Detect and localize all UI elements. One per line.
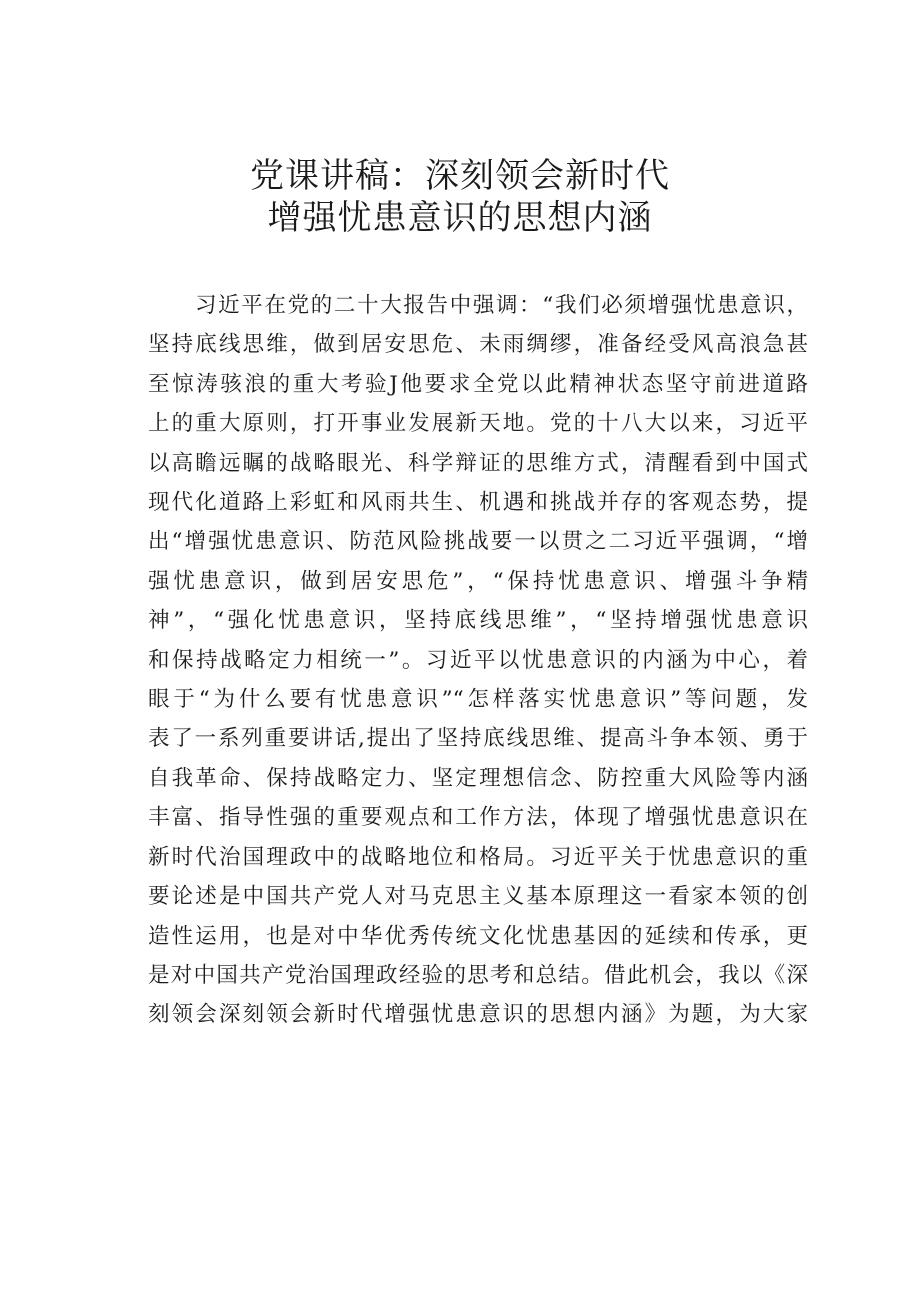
title-line-2: 增强忧患意识的思想内涵: [267, 198, 653, 238]
body-line: 新时代治国理政中的战略地位和格局。习近平关于忧患意识的重: [148, 844, 808, 870]
body-line: 神”，“强化忧患意识，坚持底线思维”，“坚持增强忧患意识: [148, 608, 808, 634]
body-line: 强忧患意识，做到居安思危”，“保持忧患意识、增强斗争精: [148, 568, 808, 594]
body-line: 表了一系列重要讲话,提出了坚持底线思维、提高斗争本领、勇于: [148, 726, 808, 752]
body-line: 造性运用，也是对中华优秀传统文化忧患基因的延续和传承，更: [148, 923, 808, 949]
body-line: 刻领会深刻领会新时代增强忧患意识的思想内涵》为题，为大家: [148, 1002, 808, 1028]
body-line: 眼于“为什么要有忧患意识”“怎样落实忧患意识”等问题，发: [148, 687, 808, 713]
body-line: 以高瞻远瞩的战略眼光、科学辩证的思维方式，清醒看到中国式: [148, 450, 808, 476]
body-line: 现代化道路上彩虹和风雨共生、机遇和挑战并存的客观态势，提: [148, 490, 808, 516]
body-line: 自我革命、保持战略定力、坚定理想信念、防控重大风险等内涵: [148, 765, 808, 791]
title-line-1: 党课讲稿：深刻领会新时代: [250, 156, 670, 196]
body-line: 要论述是中国共产党人对马克思主义基本原理这一看家本领的创: [148, 884, 808, 910]
body-line: 是对中国共产党治国理政经验的思考和总结。借此机会，我以《深: [148, 962, 808, 988]
body-line: 上的重大原则，打开事业发展新天地。党的十八大以来，习近平: [148, 411, 808, 437]
document-title: [0, 155, 920, 239]
body-line: 坚持底线思维，做到居安思危、未雨绸缪，准备经受风高浪急甚: [148, 332, 808, 358]
body-line: 至惊涛骇浪的重大考验J他要求全党以此精神状态坚守前进道路: [148, 371, 808, 397]
body-line: 丰富、指导性强的重要观点和工作方法，体现了增强忧患意识在: [148, 805, 808, 831]
body-line: 和保持战略定力相统一”。习近平以忧患意识的内涵为中心，着: [148, 647, 808, 673]
body-line: 习近平在党的二十大报告中强调：“我们必须增强忧患意识，: [195, 293, 808, 318]
body-line: 出“增强忧患意识、防范风险挑战要一以贯之二习近平强调，“增: [148, 529, 808, 555]
document-body: [148, 286, 808, 1035]
